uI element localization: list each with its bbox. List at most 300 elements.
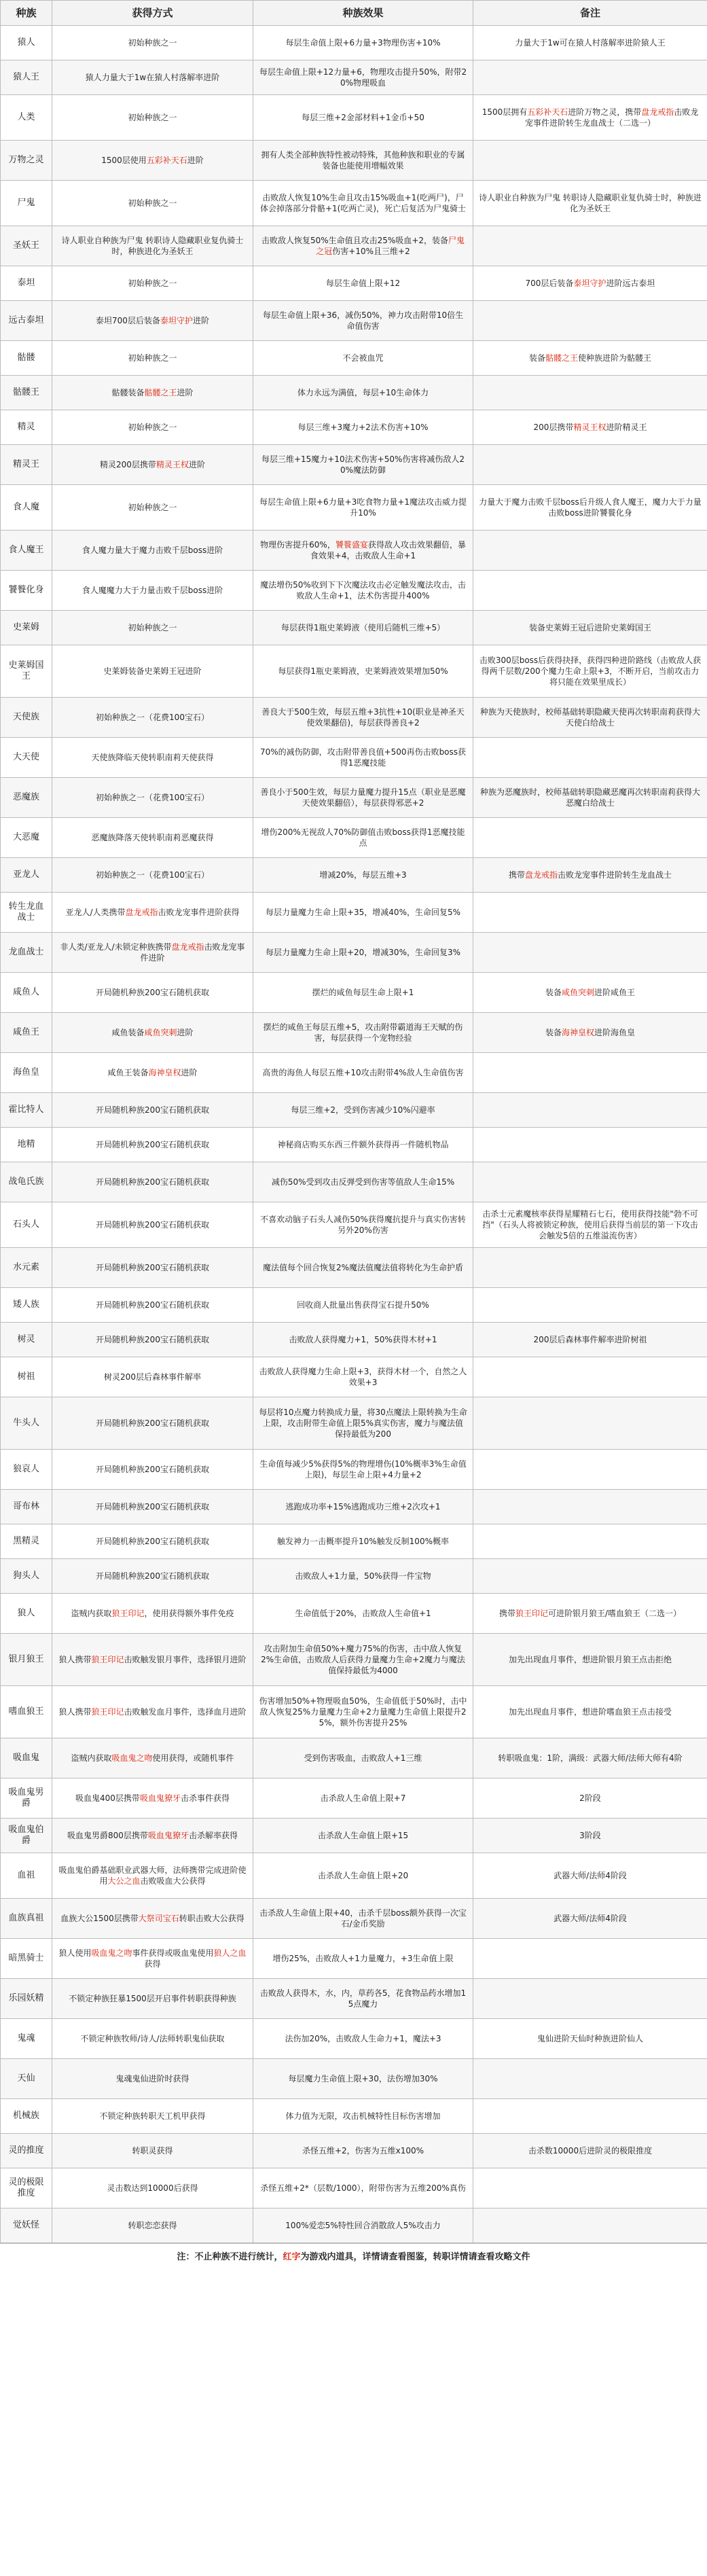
obtain-cell bbox=[52, 445, 253, 485]
note-text: 进阶海鱼皇 bbox=[594, 1028, 636, 1037]
table-row bbox=[1, 301, 707, 341]
effect-text: 法伤加20%，击败敌人生命力+1，魔法+3 bbox=[285, 2034, 441, 2043]
note-cell bbox=[473, 858, 707, 893]
effect-cell bbox=[253, 858, 473, 893]
note-cell bbox=[473, 445, 707, 485]
effect-text: 不喜欢动脑子石头人减伤50%获得魔抗提升与真实伤害转另外20%伤害 bbox=[260, 1215, 466, 1235]
effect-text: 杀怪五维+2，伤害为五维x100% bbox=[302, 2146, 424, 2155]
race-name-cell: 咸鱼王 bbox=[1, 1013, 52, 1053]
item-name-highlight: 精灵王权 bbox=[573, 423, 606, 432]
race-name-cell: 饕餮化身 bbox=[1, 571, 52, 611]
race-name-cell: 吸血鬼男爵 bbox=[1, 1778, 52, 1819]
race-name-cell: 海鱼皇 bbox=[1, 1053, 52, 1093]
obtain-text: 食人魔魔力大于力量击败千层boss进阶 bbox=[81, 586, 223, 595]
obtain-text: 开局随机种族200宝石随机获取 bbox=[96, 1502, 209, 1511]
note-text: 击杀数10000后进阶灵的极限推度 bbox=[528, 2146, 653, 2155]
obtain-cell bbox=[52, 60, 253, 95]
item-name-highlight: 海神皇权 bbox=[561, 1028, 594, 1037]
obtain-text: 史莱姆装备史莱姆王冠进阶 bbox=[103, 666, 202, 676]
obtain-cell bbox=[52, 2168, 253, 2208]
effect-text: 回收商人批量出售获得宝石提升50% bbox=[297, 1300, 429, 1310]
obtain-cell bbox=[52, 1634, 253, 1686]
item-name-highlight: 泰坦守护 bbox=[573, 279, 606, 288]
obtain-text: 击败触发血月事件，选择血月进阶 bbox=[124, 1707, 247, 1717]
race-name-cell: 乐园妖精 bbox=[1, 1979, 52, 2019]
obtain-cell bbox=[52, 341, 253, 376]
table-row bbox=[1, 1899, 707, 1939]
note-cell bbox=[473, 1853, 707, 1899]
obtain-text: 不锁定种族牧师/诗人/法师转职鬼仙获取 bbox=[80, 2034, 225, 2043]
note-cell bbox=[473, 2019, 707, 2059]
effect-cell bbox=[253, 2208, 473, 2243]
effect-cell bbox=[253, 410, 473, 445]
item-name-highlight: 大公之血 bbox=[107, 1876, 141, 1886]
note-text: 进阶咸鱼王 bbox=[594, 988, 636, 997]
obtain-text: 树灵200层后森林事件解率 bbox=[104, 1372, 201, 1382]
table-row bbox=[1, 738, 707, 778]
obtain-cell bbox=[52, 1248, 253, 1288]
effect-cell bbox=[253, 1979, 473, 2019]
obtain-text: 食人魔力量大于魔力击败千层boss进阶 bbox=[81, 545, 223, 555]
note-text: 加先出现血月事件，想进阶银月狼王点击拒绝 bbox=[508, 1655, 672, 1664]
effect-cell bbox=[253, 973, 473, 1013]
effect-cell bbox=[253, 1357, 473, 1397]
effect-text: 每层生命值上限+36，减伤50%，神力攻击附带10倍生命值伤害 bbox=[262, 310, 464, 331]
effect-cell bbox=[253, 2019, 473, 2059]
obtain-cell bbox=[52, 1397, 253, 1450]
effect-text: 击败敌人+1力量，50%获得一件宝物 bbox=[295, 1571, 431, 1581]
note-text: 加先出现血月事件，想进阶嗜血狼王点击接受 bbox=[508, 1707, 672, 1717]
effect-text: 每层三维+15魔力+10法术伤害+50%伤害将减伤敌人20%魔法防御 bbox=[261, 454, 465, 475]
obtain-cell bbox=[52, 2208, 253, 2243]
item-name-highlight: 五彩补天石 bbox=[527, 107, 568, 117]
race-name-cell: 觉妖怪 bbox=[1, 2208, 52, 2243]
effect-text: 每层生命值上限+12 bbox=[325, 279, 401, 288]
obtain-cell bbox=[52, 1778, 253, 1819]
effect-text: 魔法值每个回合恢复2%魔法值魔法值将转化为生命护盾 bbox=[262, 1263, 464, 1272]
header-race: 种族 bbox=[1, 1, 52, 26]
obtain-text: 狼人使用 bbox=[58, 1948, 92, 1958]
obtain-cell bbox=[52, 893, 253, 933]
note-text: 力量大于1w可在猿人村落解率进阶猿人王 bbox=[515, 38, 666, 48]
race-name-cell: 食人魔王 bbox=[1, 531, 52, 571]
obtain-text: 进阶 bbox=[177, 388, 194, 397]
obtain-cell bbox=[52, 410, 253, 445]
race-name-cell: 食人魔 bbox=[1, 485, 52, 531]
table-row bbox=[1, 2059, 707, 2099]
note-text: 装备 bbox=[545, 1028, 562, 1037]
effect-text: 击杀敌人生命值上限+7 bbox=[320, 1793, 406, 1803]
effect-cell bbox=[253, 1162, 473, 1202]
note-text: 1500层拥有 bbox=[482, 107, 528, 117]
obtain-text: 初始种族之一（花费100宝石） bbox=[96, 793, 209, 802]
obtain-cell bbox=[52, 26, 253, 60]
table-row bbox=[1, 1323, 707, 1357]
table-row bbox=[1, 1686, 707, 1738]
note-cell bbox=[473, 2059, 707, 2099]
obtain-text: 泰坦700层后装备 bbox=[96, 316, 160, 325]
item-name-highlight: 吸血鬼獠牙 bbox=[139, 1793, 181, 1803]
obtain-cell bbox=[52, 1899, 253, 1939]
note-cell bbox=[473, 1524, 707, 1559]
obtain-text: 血族大公1500层携带 bbox=[60, 1914, 139, 1923]
effect-text: 每层三维+2金部材料+1金币+50 bbox=[302, 113, 424, 122]
table-row bbox=[1, 1288, 707, 1323]
effect-cell bbox=[253, 2059, 473, 2099]
obtain-text: 吸血鬼男爵800层携带 bbox=[67, 1831, 148, 1840]
effect-text: 获得敌人攻击效果翻倍，暴食效果+4，击败敌人生命+1 bbox=[310, 540, 466, 560]
table-row bbox=[1, 571, 707, 611]
obtain-text: 初始种族之一 bbox=[128, 198, 177, 208]
note-text: 进阶远古泰坦 bbox=[606, 279, 655, 288]
header-effect: 种族效果 bbox=[253, 1, 473, 26]
obtain-cell bbox=[52, 1202, 253, 1248]
race-name-cell: 灵的极限推度 bbox=[1, 2168, 52, 2208]
obtain-text: 转职灵获得 bbox=[132, 2146, 173, 2155]
race-name-cell: 天使族 bbox=[1, 698, 52, 738]
table-row bbox=[1, 2019, 707, 2059]
header-obtain: 获得方式 bbox=[52, 1, 253, 26]
effect-cell bbox=[253, 26, 473, 60]
table-row bbox=[1, 611, 707, 645]
obtain-text: 诗人职业自种族为尸鬼 转职诗人隐藏职业复仇骑士时，种族进化为圣妖王 bbox=[61, 236, 244, 256]
effect-text: 每层魔力生命值上限+30，法伤增加30% bbox=[288, 2074, 438, 2083]
item-name-highlight: 吸血鬼獠牙 bbox=[147, 1831, 189, 1840]
table-row bbox=[1, 445, 707, 485]
item-name-highlight: 咸鱼突刺 bbox=[561, 988, 594, 997]
note-cell bbox=[473, 531, 707, 571]
item-name-highlight: 盘龙戒指 bbox=[125, 908, 158, 917]
effect-text: 击败敌人获得魔力生命上限+3，获得木材一个，自然之人效果+3 bbox=[259, 1367, 467, 1387]
note-text: 武器大师/法师4阶段 bbox=[554, 1871, 627, 1880]
effect-text: 击杀敌人生命值上限+40，击杀千层boss额外获得一次宝石/金币奖励 bbox=[259, 1908, 467, 1929]
obtain-text: 初始种族之一 bbox=[128, 623, 177, 632]
table-row bbox=[1, 1819, 707, 1853]
obtain-cell bbox=[52, 2099, 253, 2134]
obtain-text: 咸鱼装备 bbox=[111, 1028, 145, 1037]
obtain-cell bbox=[52, 1288, 253, 1323]
obtain-text: 初始种族之一 bbox=[128, 113, 177, 122]
obtain-text: 开局随机种族200宝石随机获取 bbox=[96, 988, 209, 997]
table-row bbox=[1, 2208, 707, 2243]
obtain-text: 初始种族之一（花费100宝石） bbox=[96, 713, 209, 722]
table-row bbox=[1, 1248, 707, 1288]
obtain-text: 初始种族之一 bbox=[128, 423, 177, 432]
obtain-cell bbox=[52, 226, 253, 266]
obtain-text: 开局随机种族200宝石随机获取 bbox=[96, 1105, 209, 1115]
obtain-text: 转职击败大公获得 bbox=[179, 1914, 244, 1923]
note-text: 200层后森林事件解率进阶树祖 bbox=[533, 1335, 647, 1344]
note-cell bbox=[473, 1634, 707, 1686]
table-row bbox=[1, 818, 707, 858]
race-name-cell: 亚龙人 bbox=[1, 858, 52, 893]
effect-cell bbox=[253, 1819, 473, 1853]
note-text: 携带 bbox=[508, 870, 525, 880]
effect-cell bbox=[253, 141, 473, 181]
table-row bbox=[1, 60, 707, 95]
effect-cell bbox=[253, 1738, 473, 1778]
note-text: 装备 bbox=[545, 988, 562, 997]
obtain-text: 不锁定种族狂暴1500层开启事件转职获得种族 bbox=[69, 1994, 236, 2003]
obtain-cell bbox=[52, 531, 253, 571]
effect-text: 100%爱恋5%特性回合消散敌人5%攻击力 bbox=[285, 2221, 441, 2230]
effect-text: 击杀敌人生命值上限+15 bbox=[317, 1831, 409, 1840]
note-cell bbox=[473, 1778, 707, 1819]
obtain-text: 事件获得或吸血鬼使用 bbox=[132, 1948, 214, 1958]
effect-cell bbox=[253, 738, 473, 778]
table-row bbox=[1, 1397, 707, 1450]
table-row bbox=[1, 1450, 707, 1490]
note-cell bbox=[473, 611, 707, 645]
obtain-cell bbox=[52, 376, 253, 410]
effect-cell bbox=[253, 485, 473, 531]
obtain-text: 初始种族之一 bbox=[128, 353, 177, 363]
effect-cell bbox=[253, 1013, 473, 1053]
race-name-cell: 吸血鬼伯爵 bbox=[1, 1819, 52, 1853]
note-cell bbox=[473, 1979, 707, 2019]
race-name-cell: 龙血战士 bbox=[1, 933, 52, 973]
note-cell bbox=[473, 141, 707, 181]
note-cell bbox=[473, 1288, 707, 1323]
item-name-highlight: 海神皇权 bbox=[148, 1068, 181, 1077]
table-row bbox=[1, 2134, 707, 2168]
note-cell bbox=[473, 1450, 707, 1490]
table-row bbox=[1, 1524, 707, 1559]
race-name-cell: 狗头人 bbox=[1, 1559, 52, 1594]
obtain-cell bbox=[52, 1357, 253, 1397]
race-name-cell: 石头人 bbox=[1, 1202, 52, 1248]
effect-text: 击败敌人获得木，水，内，草药各5，花食物品药水增加15点魔力 bbox=[259, 1988, 467, 2009]
note-cell bbox=[473, 1162, 707, 1202]
race-name-cell: 地精 bbox=[1, 1128, 52, 1162]
obtain-cell bbox=[52, 1013, 253, 1053]
table-row bbox=[1, 266, 707, 301]
race-name-cell: 猿人 bbox=[1, 26, 52, 60]
obtain-text: 盗贼内获取 bbox=[71, 1609, 112, 1618]
effect-text: 生命值每减少5%获得5%的物理增伤(10%概率3%生命值上限)，每层生命上限+4力量+2 bbox=[259, 1459, 467, 1480]
table-row bbox=[1, 1778, 707, 1819]
obtain-text: 使用获得，或随机事件 bbox=[152, 1753, 234, 1763]
table-row bbox=[1, 858, 707, 893]
obtain-text: 恶魔族降落天使转职南莉恶魔获得 bbox=[91, 833, 214, 842]
obtain-text: 开局随机种族200宝石随机获取 bbox=[96, 1300, 209, 1310]
effect-text: 70%的减伤防御，攻击附带善良值+500再伤击败boss获得1恶魔技能 bbox=[259, 747, 467, 768]
obtain-cell bbox=[52, 698, 253, 738]
obtain-text: 开局随机种族200宝石随机获取 bbox=[96, 1465, 209, 1474]
effect-cell bbox=[253, 1397, 473, 1450]
effect-text: 每层三维+3魔力+2法术伤害+10% bbox=[297, 423, 429, 432]
note-text: 使种族进阶为骷髅王 bbox=[578, 353, 652, 363]
effect-text: 每层力量魔力生命上限+35，增减40%，生命回复5% bbox=[265, 908, 461, 917]
effect-text: 善良大于500生效，每层五维+3抗性+10(职业是神圣天使效果翻倍)，每层获得善良+2 bbox=[261, 707, 465, 728]
note-cell bbox=[473, 1248, 707, 1288]
note-cell bbox=[473, 26, 707, 60]
item-name-highlight: 五彩补天石 bbox=[146, 156, 187, 165]
note-cell bbox=[473, 1819, 707, 1853]
race-name-cell: 水元素 bbox=[1, 1248, 52, 1288]
footer-text: 注：不止种族不进行统计， bbox=[177, 2252, 283, 2262]
note-text: 700层后装备 bbox=[525, 279, 574, 288]
obtain-text: 击败触发银月事件，选择银月进阶 bbox=[124, 1655, 247, 1664]
note-cell bbox=[473, 1053, 707, 1093]
table-row bbox=[1, 698, 707, 738]
race-name-cell: 史莱姆国王 bbox=[1, 645, 52, 698]
effect-cell bbox=[253, 698, 473, 738]
effect-cell bbox=[253, 611, 473, 645]
obtain-text: 获得 bbox=[144, 1959, 161, 1969]
effect-cell bbox=[253, 1053, 473, 1093]
item-name-highlight: 骷髅之王 bbox=[144, 388, 177, 397]
note-cell bbox=[473, 1559, 707, 1594]
race-name-cell: 血族真祖 bbox=[1, 1899, 52, 1939]
effect-cell bbox=[253, 445, 473, 485]
race-name-cell: 暗黑骑士 bbox=[1, 1939, 52, 1979]
effect-text: 摆烂的咸鱼每层生命上限+1 bbox=[312, 988, 414, 997]
obtain-cell bbox=[52, 818, 253, 858]
race-name-cell: 牛头人 bbox=[1, 1397, 52, 1450]
table-row bbox=[1, 933, 707, 973]
note-cell bbox=[473, 571, 707, 611]
obtain-text: 鬼魂鬼仙进阶时获得 bbox=[115, 2074, 189, 2083]
note-cell bbox=[473, 1397, 707, 1450]
obtain-text: 初始种族之一（花费100宝石） bbox=[96, 870, 209, 880]
effect-text: 杀怪五维+2*（层数/1000），附带伤害为五维200%真伤 bbox=[260, 2183, 466, 2193]
race-name-cell: 猿人王 bbox=[1, 60, 52, 95]
note-cell bbox=[473, 1899, 707, 1939]
race-name-cell: 狼人 bbox=[1, 1594, 52, 1634]
obtain-cell bbox=[52, 2134, 253, 2168]
obtain-cell bbox=[52, 1162, 253, 1202]
race-name-cell: 血祖 bbox=[1, 1853, 52, 1899]
note-cell bbox=[473, 973, 707, 1013]
table-row bbox=[1, 1490, 707, 1524]
obtain-cell bbox=[52, 1939, 253, 1979]
footer-text: 为游戏内道具，详情请查看图鉴，转职详情请查看攻略文件 bbox=[300, 2252, 530, 2262]
race-name-cell: 机械族 bbox=[1, 2099, 52, 2134]
race-name-cell: 咸鱼人 bbox=[1, 973, 52, 1013]
effect-text: 击败敌人恢复50%生命值且攻击25%吸血+2，装备 bbox=[261, 236, 449, 245]
effect-text: 摆烂的咸鱼王每层五维+5，攻击附带霸道海王天赋的伤害，每层获得一个宠物经验 bbox=[263, 1022, 463, 1043]
item-name-highlight: 狼王印记 bbox=[111, 1609, 145, 1618]
effect-text: 增伤25%，击败敌人+1力量魔力，+3生命值上限 bbox=[272, 1954, 454, 1963]
obtain-text: 精灵200层携带 bbox=[100, 460, 156, 469]
obtain-cell bbox=[52, 1594, 253, 1634]
note-cell bbox=[473, 1738, 707, 1778]
race-name-cell: 吸血鬼 bbox=[1, 1738, 52, 1778]
race-name-cell: 哥布林 bbox=[1, 1490, 52, 1524]
obtain-text: 亚龙人/人类携带 bbox=[65, 908, 126, 917]
effect-cell bbox=[253, 1248, 473, 1288]
race-name-cell: 史莱姆 bbox=[1, 611, 52, 645]
table-row bbox=[1, 973, 707, 1013]
effect-text: 每层将10点魔力转换成力量，将30点魔法上限转换为生命上限，攻击附带生命值上限5%真实伤害，魔力与魔法值保持最低为200 bbox=[259, 1408, 467, 1439]
effect-text: 每层生命值上限+6力量+3物理伤害+10% bbox=[285, 38, 441, 48]
race-name-cell: 骷髅王 bbox=[1, 376, 52, 410]
note-cell bbox=[473, 1490, 707, 1524]
effect-text: 神秘商店购买东西三件额外获得再一件随机物品 bbox=[277, 1140, 449, 1149]
effect-cell bbox=[253, 893, 473, 933]
note-cell bbox=[473, 1323, 707, 1357]
effect-text: 触发神力一击概率提升10%触发反制100%概率 bbox=[277, 1537, 449, 1546]
table-row bbox=[1, 893, 707, 933]
obtain-text: 灵击数达到10000后获得 bbox=[107, 2183, 198, 2193]
obtain-cell bbox=[52, 2059, 253, 2099]
effect-cell bbox=[253, 226, 473, 266]
item-name-highlight: 吸血鬼之吻 bbox=[111, 1753, 153, 1763]
race-name-cell: 大天使 bbox=[1, 738, 52, 778]
table-row bbox=[1, 376, 707, 410]
note-text: 击败龙宠事件进阶转生龙血战士（二选一） bbox=[524, 107, 699, 128]
note-text: 力量大于魔力击败千层boss后升级人食人魔王，魔力大于力量击败boss进阶饕餮化身 bbox=[479, 497, 702, 518]
effect-text: 拥有人类全部种族特性被动特殊，其他种族和职业的专属装备也能使用增幅效果 bbox=[261, 150, 465, 171]
race-name-cell: 骷髅 bbox=[1, 341, 52, 376]
obtain-text: 转职恋恋获得 bbox=[128, 2221, 177, 2230]
effect-cell bbox=[253, 1093, 473, 1128]
obtain-text: 开局随机种族200宝石随机获取 bbox=[96, 1140, 209, 1149]
note-cell bbox=[473, 226, 707, 266]
item-name-highlight: 狼王印记 bbox=[91, 1655, 124, 1664]
effect-cell bbox=[253, 1634, 473, 1686]
obtain-text: 天使族降临天使转职南莉天使获得 bbox=[91, 753, 214, 762]
obtain-cell bbox=[52, 738, 253, 778]
obtain-cell bbox=[52, 1819, 253, 1853]
note-cell bbox=[473, 2208, 707, 2243]
note-text: 击败龙宠事件进阶转生龙血战士 bbox=[558, 870, 672, 880]
effect-cell bbox=[253, 1524, 473, 1559]
effect-text: 击杀敌人生命值上限+20 bbox=[317, 1871, 409, 1880]
table-row bbox=[1, 1053, 707, 1093]
obtain-text: 开局随机种族200宝石随机获取 bbox=[96, 1220, 209, 1230]
effect-text: 每层三维+2，受到伤害减少10%闪避率 bbox=[291, 1105, 435, 1115]
obtain-text: 初始种族之一 bbox=[128, 38, 177, 48]
obtain-cell bbox=[52, 1979, 253, 2019]
obtain-text: 初始种族之一 bbox=[128, 279, 177, 288]
note-cell bbox=[473, 933, 707, 973]
note-cell bbox=[473, 2099, 707, 2134]
item-name-highlight: 大祭司宝石 bbox=[138, 1914, 179, 1923]
note-text: 鬼仙进阶天仙时种族进阶仙人 bbox=[537, 2034, 643, 2043]
item-name-highlight: 饕餮盛宴 bbox=[335, 540, 368, 550]
obtain-cell bbox=[52, 1323, 253, 1357]
obtain-cell bbox=[52, 1053, 253, 1093]
effect-text: 击败敌人恢复10%生命且攻击15%吸血+1(吃两尸)，尸体会掉落部分骨骼+1(吃两亡灵)，死亡后复活为尸鬼骑士 bbox=[259, 193, 467, 213]
obtain-text: 击败龙宠事件进阶获得 bbox=[158, 908, 240, 917]
obtain-text: 进阶 bbox=[188, 460, 205, 469]
race-name-cell: 黑精灵 bbox=[1, 1524, 52, 1559]
effect-text: 不会被血咒 bbox=[342, 353, 384, 363]
note-cell bbox=[473, 778, 707, 818]
race-name-cell: 鬼魂 bbox=[1, 2019, 52, 2059]
item-name-highlight: 狼人之血 bbox=[213, 1948, 247, 1958]
table-row bbox=[1, 1202, 707, 1248]
obtain-cell bbox=[52, 141, 253, 181]
table-row bbox=[1, 1013, 707, 1053]
effect-text: 逃跑成功率+15%逃跑成功三维+2次攻+1 bbox=[285, 1502, 441, 1511]
note-text: 200层携带 bbox=[533, 423, 574, 432]
item-name-highlight: 泰坦守护 bbox=[160, 316, 193, 325]
obtain-text: 开局随机种族200宝石随机获取 bbox=[96, 1418, 209, 1428]
race-name-cell: 狼哀人 bbox=[1, 1450, 52, 1490]
obtain-text: 进阶 bbox=[187, 156, 204, 165]
obtain-text: 不锁定种族转职天工机甲获得 bbox=[99, 2111, 206, 2121]
obtain-text: 进阶 bbox=[177, 1028, 194, 1037]
effect-text: 每层力量魔力生命上限+20，增减30%，生命回复3% bbox=[265, 948, 461, 957]
race-name-cell: 人类 bbox=[1, 95, 52, 141]
obtain-text: 进阶 bbox=[192, 316, 209, 325]
effect-text: 伤害增加50%+物理吸血50%，生命值低于50%时，击中敌人恢复25%力量魔力生命+2力量魔力生命值上限提升25%，额外伤害提升25% bbox=[259, 1696, 467, 1728]
obtain-cell bbox=[52, 1524, 253, 1559]
obtain-text: 吸血鬼400层携带 bbox=[75, 1793, 140, 1803]
